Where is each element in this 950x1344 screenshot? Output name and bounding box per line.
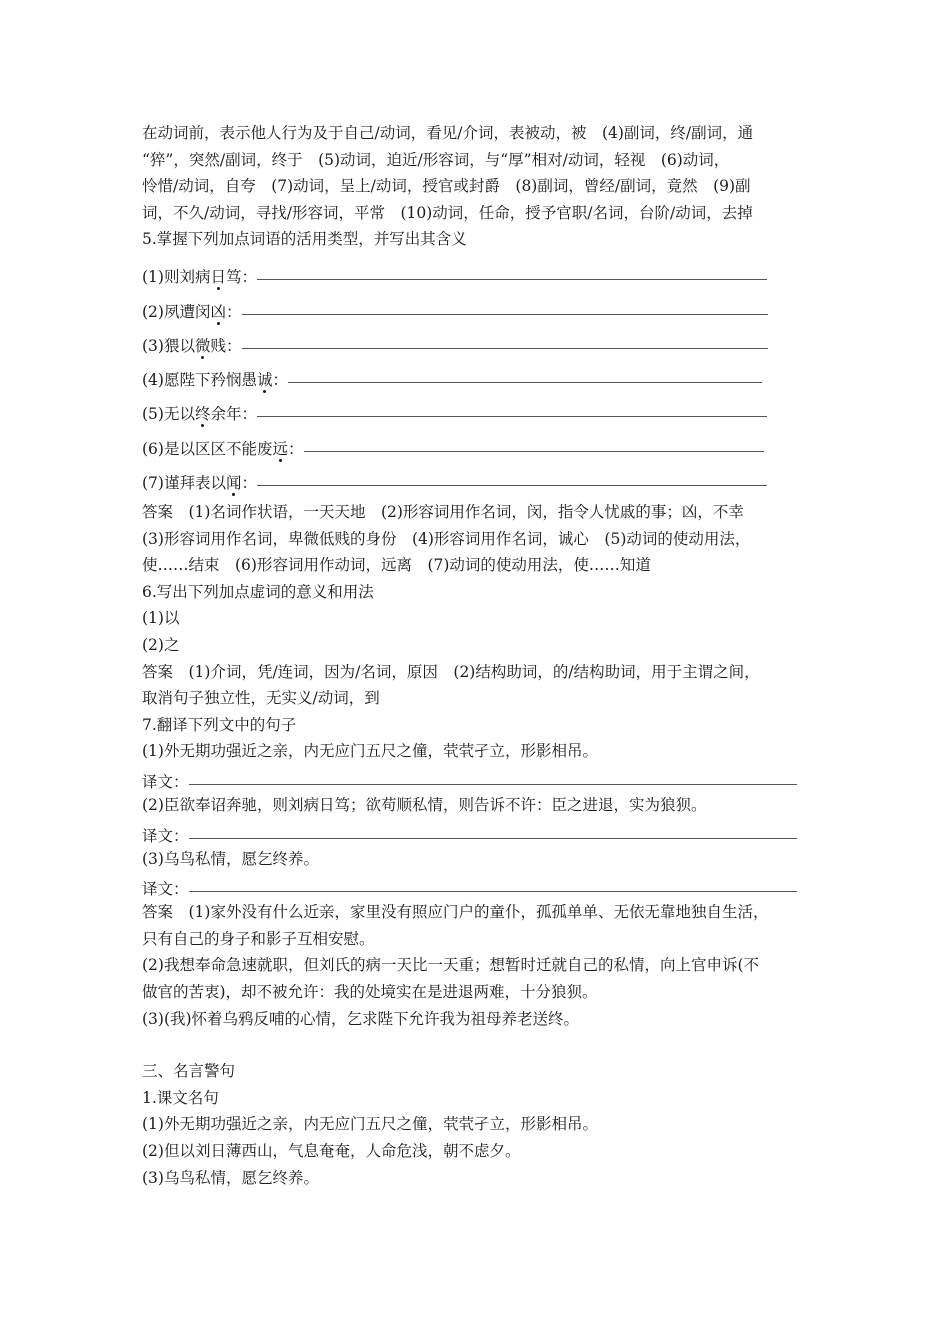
answer-blank-line[interactable] — [189, 891, 797, 892]
quote-item: (2)但以刘日薄西山，气息奄奄，人命危浅，朝不虑夕。 — [142, 1141, 521, 1160]
answer-blank-line[interactable] — [242, 314, 768, 315]
section-3-title: 三、名言警句 — [142, 1062, 236, 1081]
question-6-item: (2)之 — [142, 636, 180, 655]
question-7-items — [142, 738, 818, 899]
section-spacer — [142, 1032, 818, 1058]
answer-line: (2)我想奉命急速就职，但刘氏的病一天比一天重；想暂时迁就自己的私情，向上官申诉(不 — [142, 956, 760, 975]
item-suffix: 笃： — [225, 268, 257, 287]
dotted-word: 远 — [272, 437, 288, 459]
item-prefix: (5)无以 — [142, 405, 195, 424]
item-prefix: (3)猥以 — [142, 336, 195, 355]
section-3-subtitle: 1.课文名句 — [142, 1088, 219, 1107]
answer-line: 答案 (1)家外没有什么近亲，家里没有照应门户的童仆，孤孤单单、无依无靠地独自生活， — [142, 903, 769, 922]
question-6-title: 6.写出下列加点虚词的意义和用法 — [142, 582, 374, 601]
dotted-word: 诚 — [257, 368, 273, 390]
fill-blank-item — [142, 253, 818, 287]
translation-label: 译文： — [142, 826, 189, 845]
answer-blank-line[interactable] — [288, 382, 762, 383]
fill-blank-item — [142, 322, 818, 356]
dotted-word: 凶 — [210, 300, 226, 322]
text-line: 怜惜/动词，自夸 (7)动词，呈上/动词，授官或封爵 (8)副词，曾经/副词，竟然 (9)副 — [142, 177, 751, 196]
question-5-title: 5.掌握下列加点词语的活用类型，并写出其含义 — [142, 230, 467, 249]
item-suffix: 贱： — [210, 336, 242, 355]
dotted-word: 日 — [210, 265, 226, 287]
item-suffix: ： — [287, 439, 304, 458]
item-prefix: (2)夙遭闵 — [142, 302, 211, 321]
fill-blank-item — [142, 459, 818, 493]
question-5-answer — [142, 499, 818, 579]
fill-blank-item — [142, 287, 818, 321]
answer-line: 取消句子独立性，无实义/动词，到 — [142, 689, 380, 708]
previous-answer-continuation — [142, 120, 818, 226]
quote-item: (3)乌鸟私情，愿乞终养。 — [142, 1168, 319, 1187]
answer-line: 答案 (1)介词，凭/连词，因为/名词，原因 (2)结构助词，的/结构助词，用于主谓之间， — [142, 662, 760, 681]
item-suffix: ： — [225, 302, 242, 321]
item-suffix: ： — [272, 371, 288, 390]
question-7-title: 7.翻译下列文中的句子 — [142, 715, 297, 734]
translation-label: 译文： — [142, 880, 189, 899]
question-6-item: (1)以 — [142, 609, 180, 628]
answer-blank-line[interactable] — [189, 784, 797, 785]
translate-sentence: (2)臣欲奉诏奔驰，则刘病日笃；欲苟顺私情，则告诉不许：臣之进退，实为狼狈。 — [142, 795, 707, 814]
answer-blank-line[interactable] — [257, 416, 767, 417]
item-suffix: 余年： — [210, 405, 257, 424]
answer-line: 答案 (1)名词作状语，一天天地 (2)形容词用作名词，闵，指令人忧戚的事；凶，不幸 — [142, 503, 744, 522]
item-suffix: ： — [241, 474, 257, 493]
fill-blank-item — [142, 356, 818, 390]
page-content — [142, 120, 818, 1191]
answer-blank-line[interactable] — [257, 485, 767, 486]
answer-line: (3)(我)怀着乌鸦反哺的心情，乞求陛下允许我为祖母养老送终。 — [142, 1009, 580, 1028]
answer-blank-line[interactable] — [304, 451, 764, 452]
question-5-items — [142, 253, 818, 493]
fill-blank-item — [142, 424, 818, 458]
quote-item: (1)外无期功强近之亲，内无应门五尺之僮，茕茕孑立，形影相吊。 — [142, 1115, 598, 1134]
answer-blank-line[interactable] — [189, 838, 797, 839]
text-line: 在动词前，表示他人行为及于自己/动词，看见/介词，表被动，被 (4)副词，终/副词，通 — [142, 124, 754, 142]
answer-line: 使……结束 (6)形容词用作动词，远离 (7)动词的使动用法，使……知道 — [142, 556, 651, 575]
question-6-answer — [142, 659, 818, 712]
text-line: “猝”，突然/副词，终于 (5)动词，迫近/形容词，与“厚”相对/动词，轻视 (6)动词， — [142, 150, 730, 169]
item-prefix: (1)则刘病 — [142, 268, 211, 287]
answer-line: (3)形容词用作名词，卑微低贱的身份 (4)形容词用作名词，诚心 (5)动词的使动用法， — [142, 529, 751, 548]
answer-blank-line[interactable] — [242, 348, 768, 349]
answer-line: 只有自己的身子和影子互相安慰。 — [142, 929, 375, 948]
fill-blank-item — [142, 390, 818, 424]
answer-line: 做官的苦衷)，却不被允许：我的处境实在是进退两难，十分狼狈。 — [142, 982, 598, 1001]
translation-blank — [142, 872, 818, 899]
translation-blank — [142, 765, 818, 792]
translation-label: 译文： — [142, 772, 189, 791]
translate-sentence: (3)乌鸟私情，愿乞终养。 — [142, 849, 319, 868]
translate-sentence: (1)外无期功强近之亲，内无应门五尺之僮，茕茕孑立，形影相吊。 — [142, 742, 598, 761]
question-7-answer — [142, 899, 818, 1032]
item-prefix: (4)愿陛下矜悯愚 — [142, 371, 257, 390]
text-line: 词，不久/动词，寻找/形容词，平常 (10)动词，任命，授予官职/名词，台阶/动词，去掉 — [142, 203, 753, 222]
dotted-word: 微 — [195, 334, 211, 356]
dotted-word: 闻 — [226, 471, 242, 493]
answer-blank-line[interactable] — [257, 279, 767, 280]
translation-blank — [142, 819, 818, 846]
item-prefix: (7)谨拜表以 — [142, 474, 226, 493]
dotted-word: 终 — [195, 402, 211, 424]
item-prefix: (6)是以区区不能废 — [142, 439, 273, 458]
